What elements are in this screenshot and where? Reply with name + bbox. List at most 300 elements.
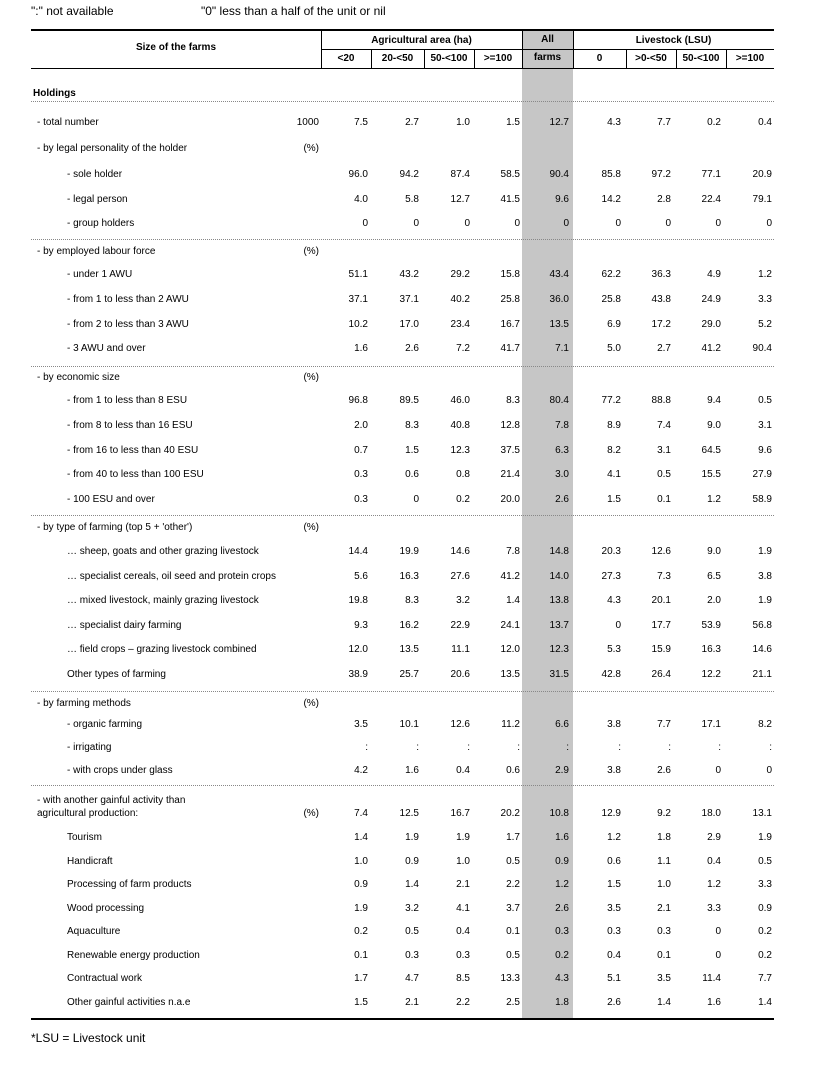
cell-value: 0.2 [456, 494, 470, 505]
cell-value: 1.8 [657, 832, 671, 843]
row-label: - from 40 to less than 100 ESU [67, 469, 204, 480]
cell-value: 0.5 [506, 856, 520, 867]
cell-value: 10.2 [348, 319, 368, 330]
cell-value: 9.0 [707, 420, 721, 431]
cell-value: 0.9 [758, 903, 772, 914]
table-row [31, 856, 774, 870]
cell-value: 0.5 [758, 395, 772, 406]
cell-value: 0.1 [657, 494, 671, 505]
cell-value: 0.3 [607, 926, 621, 937]
row-label: - legal person [67, 194, 128, 205]
cell-value: 8.2 [607, 445, 621, 456]
table-row [31, 903, 774, 917]
cell-value: 5.6 [354, 571, 368, 582]
cell-value: 0 [413, 218, 419, 229]
cell-value: 12.7 [549, 117, 569, 128]
cell-value: 80.4 [549, 395, 569, 406]
cell-value: 9.3 [354, 620, 368, 631]
cell-value: 1.0 [456, 117, 470, 128]
cell-value: 20.1 [651, 595, 671, 606]
cell-value: 2.7 [405, 117, 419, 128]
cell-value: 0.3 [456, 950, 470, 961]
table-row [31, 742, 774, 756]
cell-value: 0.5 [405, 926, 419, 937]
cell-value: 8.3 [506, 395, 520, 406]
cell-value: 0 [464, 218, 470, 229]
cell-value: 0.5 [758, 856, 772, 867]
table-row [31, 246, 774, 260]
cell-value: 11.4 [702, 973, 721, 984]
cell-value: 36.3 [651, 269, 671, 280]
row-label: Contractual work [67, 973, 143, 984]
row-label: - sole holder [67, 169, 123, 180]
row-label: - from 2 to less than 3 AWU [67, 319, 189, 330]
cell-value: 0.2 [354, 926, 368, 937]
cell-value: 6.6 [555, 719, 569, 730]
cell-value: : [769, 742, 772, 753]
cell-value: 8.9 [607, 420, 621, 431]
cell-value: 20.0 [500, 494, 520, 505]
cell-value: 2.2 [506, 879, 520, 890]
row-label: - with crops under glass [67, 765, 173, 776]
cell-value: 1.6 [354, 343, 368, 354]
cell-value: 5.0 [607, 343, 621, 354]
cell-value: 13.5 [500, 669, 520, 680]
cell-value: 0 [615, 620, 621, 631]
cell-value: 4.0 [354, 194, 368, 205]
cell-value: 2.6 [405, 343, 419, 354]
cell-value: 0 [514, 218, 520, 229]
column-header: 50-<100 [682, 53, 720, 64]
cell-value: 17.1 [701, 719, 721, 730]
cell-value: 3.3 [758, 879, 772, 890]
row-label: - with another gainful activity than [37, 795, 186, 806]
cell-value: 17.7 [651, 620, 671, 631]
table-row [31, 765, 774, 779]
row-divider [31, 515, 774, 516]
row-label: Holdings [33, 88, 76, 99]
row-unit: (%) [303, 698, 319, 709]
row-label: Tourism [67, 832, 103, 843]
cell-value: 1.5 [506, 117, 520, 128]
cell-value: 1.4 [758, 997, 772, 1008]
cell-value: 16.7 [500, 319, 520, 330]
cell-value: 7.8 [555, 420, 569, 431]
note-zero: "0" less than a half of the unit or nil [201, 4, 386, 18]
cell-value: 16.2 [399, 620, 419, 631]
cell-value: 4.2 [354, 765, 368, 776]
cell-value: 0.1 [354, 950, 368, 961]
cell-value: 56.8 [752, 620, 772, 631]
cell-value: 13.3 [500, 973, 520, 984]
cell-value: 62.2 [601, 269, 621, 280]
cell-value: 1.5 [607, 494, 621, 505]
cell-value: 4.1 [456, 903, 470, 914]
note-not-available: ":" not available [31, 4, 114, 18]
cell-value: 0.3 [354, 469, 368, 480]
cell-value: 12.5 [399, 808, 419, 819]
cell-value: 27.9 [752, 469, 772, 480]
cell-value: 1.7 [506, 832, 520, 843]
cell-value: 8.3 [405, 595, 419, 606]
header-subdivider [321, 49, 774, 50]
cell-value: 1.6 [555, 832, 569, 843]
column-header: 0 [596, 53, 603, 64]
table-row [31, 669, 774, 683]
row-unit: (%) [303, 372, 319, 383]
cell-value: 0 [766, 765, 772, 776]
cell-value: 10.1 [399, 719, 419, 730]
cell-value: 3.1 [758, 420, 772, 431]
cell-value: 37.1 [348, 294, 368, 305]
cell-value: 0.2 [758, 950, 772, 961]
cell-value: 79.1 [752, 194, 772, 205]
cell-value: 0 [766, 218, 772, 229]
cell-value: 0 [715, 218, 721, 229]
cell-value: 31.5 [549, 669, 569, 680]
cell-value: 4.3 [607, 595, 621, 606]
table-row [31, 88, 774, 102]
cell-value: 22.4 [701, 194, 721, 205]
cell-value: 15.5 [701, 469, 721, 480]
table-row [31, 808, 774, 822]
row-label: - by economic size [37, 372, 120, 383]
cell-value: 3.2 [405, 903, 419, 914]
footnote: *LSU = Livestock unit [31, 1031, 146, 1045]
cell-value: 0.7 [354, 445, 368, 456]
cell-value: 0 [362, 218, 368, 229]
cell-value: 1.7 [354, 973, 368, 984]
row-divider [31, 691, 774, 692]
cell-value: 27.3 [601, 571, 621, 582]
row-label: Renewable energy production [67, 950, 200, 961]
cell-value: 6.5 [707, 571, 721, 582]
cell-value: 1.6 [405, 765, 419, 776]
cell-value: 7.5 [354, 117, 368, 128]
cell-value: 2.6 [555, 903, 569, 914]
cell-value: 0 [615, 218, 621, 229]
cell-value: 25.8 [601, 294, 621, 305]
table-row [31, 832, 774, 846]
table-row [31, 595, 774, 609]
row-label: Wood processing [67, 903, 145, 914]
cell-value: 2.6 [657, 765, 671, 776]
cell-value: 0.4 [707, 856, 721, 867]
row-label: - total number [37, 117, 99, 128]
cell-value: 15.8 [500, 269, 520, 280]
cell-value: 90.4 [549, 169, 569, 180]
row-label: - group holders [67, 218, 135, 229]
cell-value: 3.8 [607, 719, 621, 730]
table-row [31, 319, 774, 333]
cell-value: 12.8 [500, 420, 520, 431]
cell-value: : [467, 742, 470, 753]
cell-value: 1.0 [456, 856, 470, 867]
cell-value: 94.2 [399, 169, 419, 180]
table-header [31, 31, 774, 69]
cell-value: 12.7 [450, 194, 470, 205]
row-label: Processing of farm products [67, 879, 192, 890]
cell-value: 7.4 [354, 808, 368, 819]
cell-value: 12.9 [601, 808, 621, 819]
cell-value: 0.4 [456, 765, 470, 776]
row-unit: (%) [303, 143, 319, 154]
cell-value: 13.8 [549, 595, 569, 606]
cell-value: 5.2 [758, 319, 772, 330]
cell-value: 24.9 [701, 294, 721, 305]
table-row [31, 719, 774, 733]
cell-value: 20.9 [752, 169, 772, 180]
cell-value: 3.2 [456, 595, 470, 606]
cell-value: 9.2 [657, 808, 671, 819]
cell-value: 1.4 [354, 832, 368, 843]
cell-value: 0.3 [405, 950, 419, 961]
cell-value: 19.8 [348, 595, 368, 606]
cell-value: 21.4 [500, 469, 520, 480]
cell-value: 1.9 [758, 595, 772, 606]
cell-value: 7.3 [657, 571, 671, 582]
cell-value: 16.3 [399, 571, 419, 582]
row-label: - irrigating [67, 742, 112, 753]
cell-value: 3.5 [657, 973, 671, 984]
cell-value: 23.4 [450, 319, 470, 330]
cell-value: 90.4 [752, 343, 772, 354]
cell-value: 0.2 [758, 926, 772, 937]
cell-value: 10.8 [549, 808, 569, 819]
cell-value: 0.4 [607, 950, 621, 961]
row-label: - from 1 to less than 8 ESU [67, 395, 188, 406]
cell-value: 8.2 [758, 719, 772, 730]
table-row [31, 469, 774, 483]
cell-value: 9.0 [707, 546, 721, 557]
cell-value: 1.9 [758, 832, 772, 843]
all-farms-header-line1: All [541, 34, 554, 45]
cell-value: 0.1 [506, 926, 520, 937]
agricultural-area-header: Agricultural area (ha) [371, 35, 472, 46]
table-row [31, 644, 774, 658]
cell-value: 0.6 [607, 856, 621, 867]
row-label: … mixed livestock, mainly grazing livestock [67, 595, 259, 606]
cell-value: 20.3 [601, 546, 621, 557]
cell-value: 43.2 [399, 269, 419, 280]
row-label: … field crops – grazing livestock combined [67, 644, 257, 655]
cell-value: 0 [563, 218, 569, 229]
cell-value: 3.8 [607, 765, 621, 776]
table-row [31, 194, 774, 208]
cell-value: 7.8 [506, 546, 520, 557]
cell-value: 89.5 [399, 395, 419, 406]
cell-value: 25.7 [399, 669, 419, 680]
cell-value: 0.4 [758, 117, 772, 128]
row-label: - under 1 AWU [67, 269, 133, 280]
row-label: agricultural production: [37, 808, 139, 819]
cell-value: 1.2 [607, 832, 621, 843]
cell-value: 58.9 [752, 494, 772, 505]
cell-value: 2.8 [657, 194, 671, 205]
row-label: Handicraft [67, 856, 113, 867]
cell-value: 88.8 [651, 395, 671, 406]
cell-value: 13.1 [752, 808, 772, 819]
row-label: - from 1 to less than 2 AWU [67, 294, 189, 305]
cell-value: 2.2 [456, 997, 470, 1008]
table-row [31, 926, 774, 940]
cell-value: 1.0 [657, 879, 671, 890]
table-row [31, 395, 774, 409]
cell-value: 36.0 [549, 294, 569, 305]
cell-value: 96.8 [348, 395, 368, 406]
cell-value: 2.1 [405, 997, 419, 1008]
cell-value: 0 [715, 950, 721, 961]
cell-value: 0.9 [555, 856, 569, 867]
table-row [31, 571, 774, 585]
column-header: >0-<50 [635, 53, 667, 64]
cell-value: 7.7 [657, 719, 671, 730]
table-row [31, 494, 774, 508]
table-row [31, 522, 774, 536]
cell-value: 24.1 [500, 620, 520, 631]
table-row [31, 169, 774, 183]
cell-value: 20.6 [450, 669, 470, 680]
cell-value: 3.3 [758, 294, 772, 305]
cell-value: 37.5 [500, 445, 520, 456]
cell-value: 25.8 [500, 294, 520, 305]
cell-value: 41.2 [701, 343, 721, 354]
cell-value: 17.2 [651, 319, 671, 330]
cell-value: 14.2 [601, 194, 621, 205]
cell-value: 3.0 [555, 469, 569, 480]
table-row [31, 997, 774, 1011]
row-divider [31, 785, 774, 786]
table-row [31, 546, 774, 560]
cell-value: 0.9 [354, 879, 368, 890]
column-header: >=100 [483, 53, 513, 64]
notes [31, 4, 386, 18]
row-divider [31, 239, 774, 240]
cell-value: 1.2 [707, 879, 721, 890]
cell-value: 12.2 [701, 669, 721, 680]
row-label: - organic farming [67, 719, 143, 730]
cell-value: 0.3 [657, 926, 671, 937]
cell-value: 97.2 [651, 169, 671, 180]
row-unit: (%) [303, 522, 319, 533]
cell-value: 13.7 [549, 620, 569, 631]
cell-value: 43.8 [651, 294, 671, 305]
cell-value: 1.5 [405, 445, 419, 456]
cell-value: 21.1 [752, 669, 772, 680]
cell-value: 18.0 [701, 808, 721, 819]
row-label: … sheep, goats and other grazing livestock [67, 546, 259, 557]
cell-value: 7.7 [657, 117, 671, 128]
cell-value: 0.2 [707, 117, 721, 128]
cell-value: 1.0 [354, 856, 368, 867]
cell-value: : [718, 742, 721, 753]
cell-value: 1.9 [758, 546, 772, 557]
row-label: - by legal personality of the holder [37, 143, 188, 154]
cell-value: 5.3 [607, 644, 621, 655]
table-row [31, 372, 774, 386]
cell-value: 12.3 [450, 445, 470, 456]
cell-value: 77.2 [601, 395, 621, 406]
table-row [31, 620, 774, 634]
cell-value: 1.4 [405, 879, 419, 890]
row-label: - by employed labour force [37, 246, 156, 257]
cell-value: 2.9 [707, 832, 721, 843]
cell-value: 1.9 [456, 832, 470, 843]
cell-value: 3.1 [657, 445, 671, 456]
cell-value: 40.8 [450, 420, 470, 431]
cell-value: 16.3 [701, 644, 721, 655]
cell-value: 14.8 [549, 546, 569, 557]
cell-value: 3.5 [354, 719, 368, 730]
cell-value: 1.5 [354, 997, 368, 1008]
cell-value: : [416, 742, 419, 753]
cell-value: 0.3 [354, 494, 368, 505]
cell-value: 0.6 [506, 765, 520, 776]
row-label: - from 16 to less than 40 ESU [67, 445, 199, 456]
table-row [31, 218, 774, 232]
cell-value: 1.4 [657, 997, 671, 1008]
cell-value: 51.1 [348, 269, 368, 280]
table-row [31, 445, 774, 459]
cell-value: 0.4 [456, 926, 470, 937]
cell-value: 0.2 [555, 950, 569, 961]
cell-value: 13.5 [549, 319, 569, 330]
cell-value: 12.3 [549, 644, 569, 655]
cell-value: 1.2 [758, 269, 772, 280]
cell-value: 12.0 [348, 644, 368, 655]
cell-value: 41.7 [500, 343, 520, 354]
cell-value: 1.9 [354, 903, 368, 914]
cell-value: 12.6 [450, 719, 470, 730]
cell-value: 77.1 [701, 169, 721, 180]
cell-value: 19.9 [399, 546, 419, 557]
cell-value: 7.1 [555, 343, 569, 354]
table-row [31, 950, 774, 964]
cell-value: 0.3 [555, 926, 569, 937]
cell-value: 3.5 [607, 903, 621, 914]
column-header: 20-<50 [381, 53, 414, 64]
column-header: <20 [337, 53, 355, 64]
cell-value: 2.7 [657, 343, 671, 354]
cell-value: 0.8 [456, 469, 470, 480]
cell-value: 42.8 [601, 669, 621, 680]
table-row [31, 294, 774, 308]
table-row [31, 269, 774, 283]
farm-structure-table [31, 29, 774, 1020]
cell-value: 87.4 [450, 169, 470, 180]
cell-value: 41.5 [500, 194, 520, 205]
column-header: >=100 [735, 53, 765, 64]
size-of-farms-header: Size of the farms [135, 42, 217, 53]
cell-value: 43.4 [549, 269, 569, 280]
cell-value: 0 [413, 494, 419, 505]
cell-value: 1.4 [506, 595, 520, 606]
cell-value: 40.2 [450, 294, 470, 305]
cell-value: 9.6 [555, 194, 569, 205]
row-label: - by type of farming (top 5 + 'other') [37, 522, 193, 533]
cell-value: 0 [715, 926, 721, 937]
row-unit: 1000 [296, 117, 319, 128]
cell-value: 2.1 [657, 903, 671, 914]
all-farms-header-line2: farms [533, 52, 562, 63]
cell-value: 1.9 [405, 832, 419, 843]
cell-value: 2.0 [354, 420, 368, 431]
cell-value: 12.6 [651, 546, 671, 557]
cell-value: 1.1 [657, 856, 671, 867]
cell-value: 2.6 [555, 494, 569, 505]
row-label: … specialist cereals, oil seed and protein crops [67, 571, 276, 582]
cell-value: 12.0 [500, 644, 520, 655]
